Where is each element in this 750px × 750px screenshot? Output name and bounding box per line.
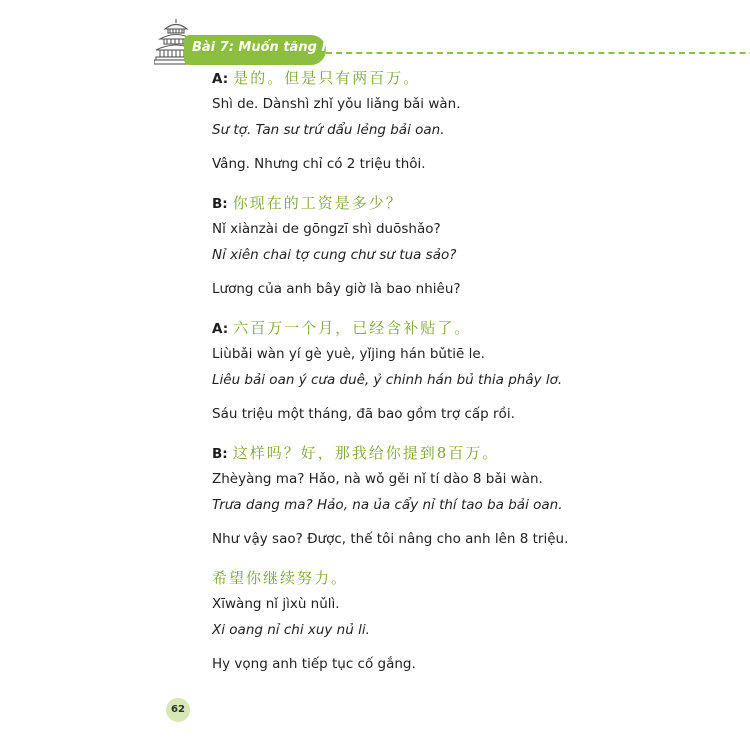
speaker-label: A: — [212, 321, 229, 337]
pinyin-text: Nǐ xiànzài de gōngzī shì duōshǎo? — [212, 221, 441, 237]
chinese-text: 你现在的工资是多少？ — [232, 194, 403, 212]
phonetic-text: Sư tợ. Tan sư trứ dẩu lẻng bải oan. — [212, 122, 445, 138]
pinyin-text: Shì de. Dànshì zhǐ yǒu liǎng bǎi wàn. — [212, 96, 461, 112]
dialogue-line — [212, 64, 652, 177]
vietnamese-translation: Lương của anh bây giờ là bao nhiêu? — [212, 281, 461, 297]
chinese-text: 希望你继续努力。 — [212, 569, 349, 587]
phonetic-text: Nỉ xiên chai tợ cung chư sư tua sảo? — [212, 247, 457, 263]
dialogue — [212, 64, 652, 677]
dialogue-line — [212, 564, 652, 677]
speaker-label: A: — [212, 71, 229, 87]
vietnamese-translation: Vâng. Nhưng chỉ có 2 triệu thôi. — [212, 156, 426, 172]
speaker-label: B: — [212, 196, 228, 212]
chinese-text: 是的。但是只有两百万。 — [233, 69, 421, 87]
pinyin-text: Zhèyàng ma? Hǎo, nà wǒ gěi nǐ tí dào 8 bǎi wàn. — [212, 471, 543, 487]
phonetic-text: Xi oang nỉ chi xuy nủ li. — [212, 622, 370, 638]
vietnamese-translation: Như vậy sao? Được, thế tôi nâng cho anh lên 8 triệu. — [212, 531, 569, 547]
header-divider — [326, 52, 750, 54]
pinyin-text: Liùbǎi wàn yí gè yuè, yǐjing hán bǔtiē le. — [212, 346, 485, 362]
dialogue-line — [212, 314, 652, 427]
chinese-text: 六百万一个月，已经含补贴了。 — [233, 319, 472, 337]
vietnamese-translation: Hy vọng anh tiếp tục cố gắng. — [212, 656, 416, 672]
dialogue-line — [212, 189, 652, 302]
page-number: 62 — [166, 698, 190, 722]
speaker-label: B: — [212, 446, 228, 462]
vietnamese-translation: Sáu triệu một tháng, đã bao gồm trợ cấp rồi. — [212, 406, 515, 422]
pinyin-text: Xīwàng nǐ jìxù nǔlì. — [212, 596, 340, 612]
chinese-text: 这样吗？好，那我给你提到8百万。 — [232, 444, 500, 462]
dialogue-line — [212, 439, 652, 552]
phonetic-text: Trưa dang ma? Hảo, na ủa cẩy nỉ thí tao ba bải oan. — [212, 497, 563, 513]
lesson-title: Bài 7: Muốn tăng lương — [192, 40, 363, 55]
phonetic-text: Liêu bải oan ý cưa duê, ỷ chinh hán bủ thia phây lơ. — [212, 372, 563, 388]
lesson-header — [150, 18, 650, 68]
